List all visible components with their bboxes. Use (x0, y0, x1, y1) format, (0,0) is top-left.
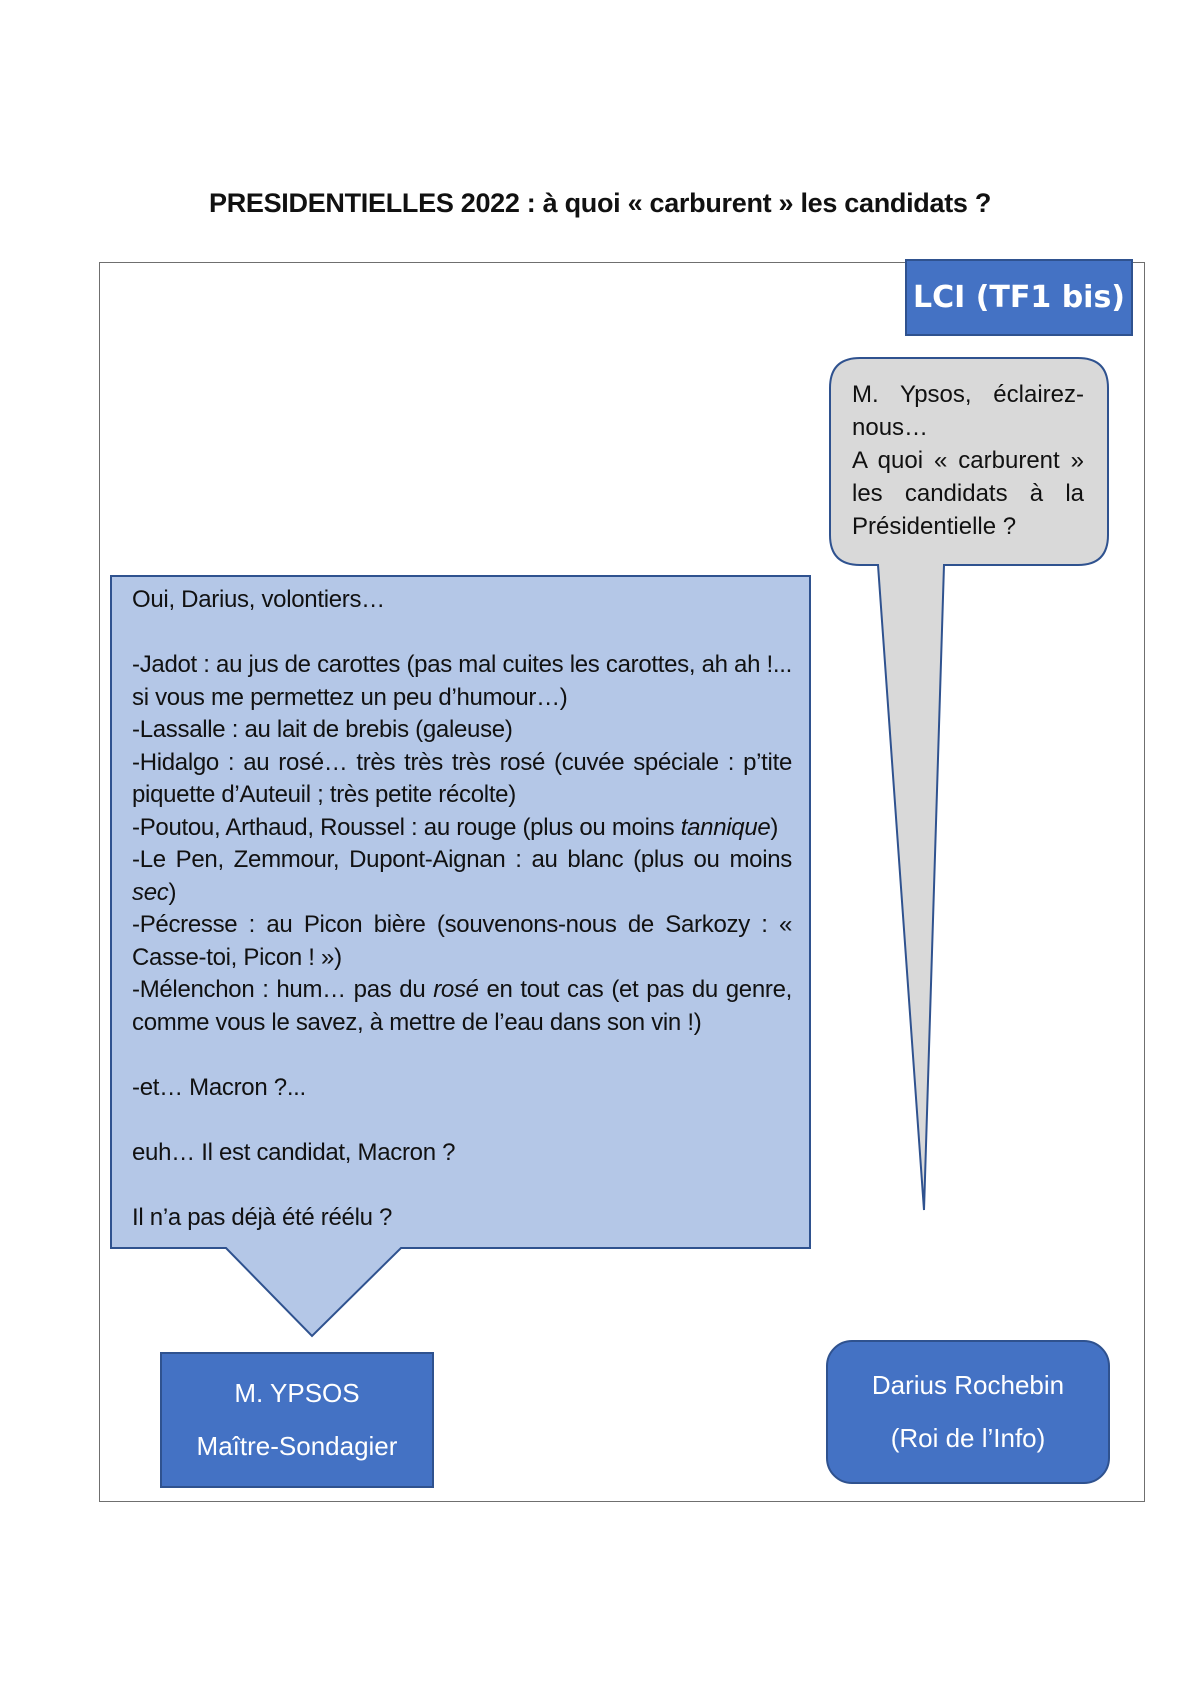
answer-text (126, 584, 792, 1234)
answer-melenchon: -Mélenchon : hum… pas du rosé en tout cas (et pas du genre, comme vous le savez, à mettre de l’eau dans son vin !) (132, 976, 792, 1036)
speaker-label-darius (826, 1340, 1110, 1484)
darius-name: Darius Rochebin (871, 1370, 1065, 1400)
answer-macron-reply-1: euh… Il est candidat, Macron ? (132, 1138, 456, 1166)
answer-intro: Oui, Darius, volontiers… (132, 586, 385, 613)
answer-pecresse: -Pécresse : au Picon bière (souvenons-nous de Sarkozy : « Casse-toi, Picon ! ») (132, 911, 792, 971)
speaker-label-ypsos (160, 1352, 434, 1488)
question-line-1: M. Ypsos, éclairez-nous… (852, 381, 1084, 441)
ypsos-name: M. YPSOS (234, 1378, 360, 1408)
answer-jadot: -Jadot : au jus de carottes (pas mal cuites les carottes, ah ah !... si vous me permettez un peu d’humour…) (132, 651, 792, 711)
answer-macron-reply-2: Il n’a pas déjà été réélu ? (132, 1203, 393, 1231)
darius-role: (Roi de l’Info) (890, 1423, 1046, 1453)
answer-macron-question: -et… Macron ?... (132, 1073, 306, 1101)
answer-lepen: -Le Pen, Zemmour, Dupont-Aignan : au blanc (plus ou moins sec) (132, 846, 792, 906)
page-title: PRESIDENTIELLES 2022 : à quoi « carburent » les candidats ? (208, 188, 992, 218)
ypsos-role: Maître-Sondagier (196, 1431, 398, 1461)
channel-label: LCI (TF1 bis) (905, 259, 1133, 336)
answer-hidalgo: -Hidalgo : au rosé… très très très rosé (cuvée spéciale : p’tite piquette d’Auteuil ; très petite récolte) (132, 748, 792, 808)
question-line-2: A quoi « carburent » les candidats à la Présidentielle ? (852, 447, 1084, 540)
answer-poutou: -Poutou, Arthaud, Roussel : au rouge (plus ou moins tannique) (132, 813, 779, 841)
question-text (852, 378, 1084, 543)
answer-lassalle: -Lassalle : au lait de brebis (galeuse) (132, 716, 513, 743)
